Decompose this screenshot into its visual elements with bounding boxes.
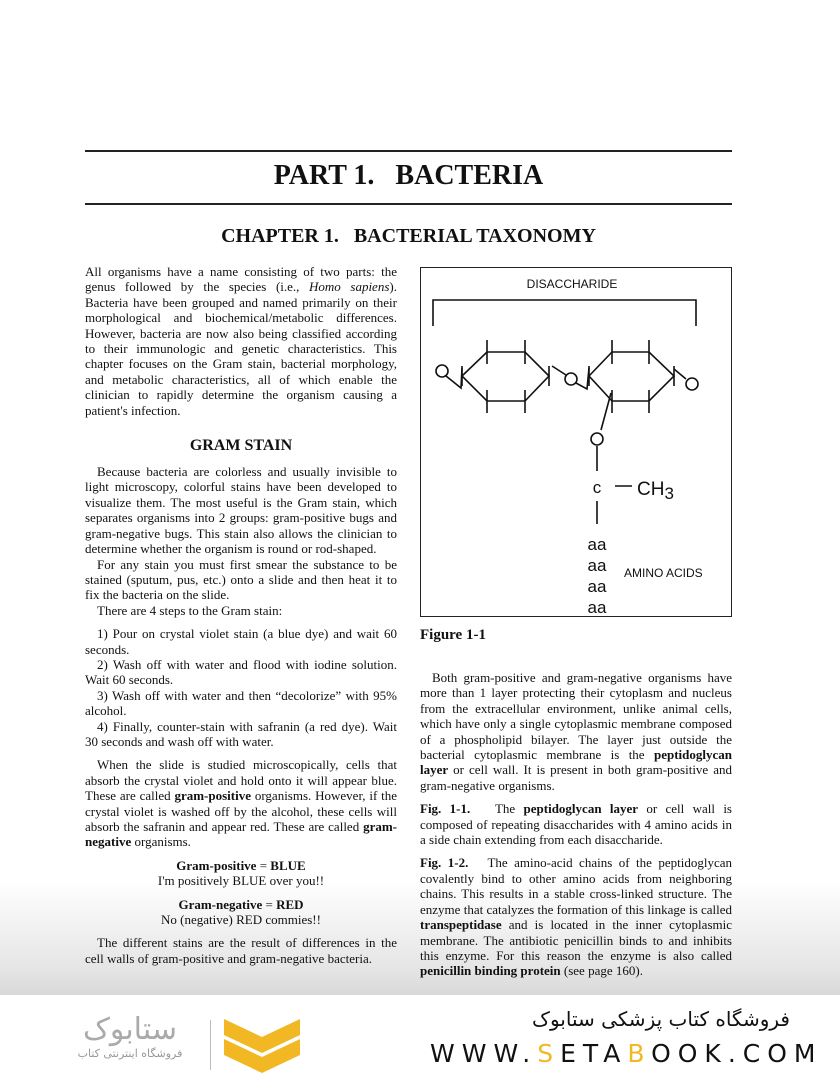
amino-acid: aa	[587, 577, 607, 596]
cell-wall-paragraph: The different stains are the result of differences in the cell walls of gram-positive and gram-negative bacteria.	[85, 935, 397, 966]
oxygen-left	[436, 365, 448, 377]
sugar-ring-2	[589, 352, 674, 401]
amino-acid: aa	[587, 535, 607, 554]
logo-divider	[210, 1020, 211, 1070]
step-4: 4) Finally, counter-stain with safranin (a red dye). Wait 30 seconds and wash off with water.	[85, 718, 397, 749]
intro-paragraph: All organisms have a name consisting of two parts: the genus followed by the species (i.e., Homo sapiens). Bacteria have been grouped and named primarily on their morphological and biochemical/metabolic differences. However, bacteria are now also being classified according to their immunologic and genetic characteristics. This chapter focuses on the Gram stain, bacterial morphology, and metabolic characteristics, all of which enable the clinician to rapidly determine the organism causing a patient's infection.	[85, 264, 397, 418]
mnemonic-negative: Gram-negative = RED No (negative) RED commies!!	[161, 896, 321, 928]
disaccharide-bracket	[433, 300, 696, 326]
step-2: 2) Wash off with water and flood with iodine solution. Wait 60 seconds.	[85, 656, 397, 688]
oxygen-side	[591, 433, 603, 445]
logo-subtitle: فروشگاه اینترنتی کتاب	[77, 1047, 183, 1060]
step-3: 3) Wash off with water and then “decolorize” with 95% alcohol.	[85, 687, 397, 719]
store-name: فروشگاه کتاب پزشکی ستابوک	[532, 1007, 790, 1031]
logo-wordmark: ستابوک	[82, 1012, 178, 1047]
oxygen-right	[686, 378, 698, 390]
mnemonic-positive: Gram-positive = BLUE I'm positively BLUE over you!!	[157, 857, 325, 889]
peptidoglycan-diagram	[421, 268, 731, 616]
setabook-banner	[0, 995, 840, 1080]
disaccharide-label: DISACCHARIDE	[526, 277, 618, 291]
amino-acids-label: AMINO ACIDS	[624, 566, 703, 580]
right-column-body: Both gram-positive and gram-negative organisms have more than 1 layer protecting their cytoplasm and nucleus from the extracellular environment, unlike animal cells, which have only a single cytoplasmic membrane composed of a phospholipid bilayer. The layer just outside the bacterial cytoplasmic membrane is the peptidoglycan layer or cell wall. It is present in both gram-positive and gram-negative organisms. Fig. 1-1. The peptidoglycan layer or cell wall is composed of repeating disaccharides with 4 amino acids in a side chain extending from each disaccharide. Fig. 1-2. The amino-acid chains of the peptidoglycan covalently bind to other amino acids from neighboring chains. This results in a stable cross-linked structure. The enzyme that catalyzes the formation of this linkage is called transpeptidase and is located in the inner cytoplasmic membrane. The antibiotic penicillin binds to and inhibits this enzyme. For this reason the enzyme is also called penicillin binding protein (see page 160).	[420, 670, 732, 979]
gram-result-paragraph: When the slide is studied microscopically, cells that absorb the crystal violet and hold onto it will appear blue. These are called gram-positive organisms. However, if the crystal violet is washed off by the alcohol, these cells will absorb the safranin and appear red. These are called gram-negative organisms.	[85, 757, 397, 850]
part-title: PART 1. BACTERIA	[273, 160, 544, 191]
carbon-label: c	[592, 478, 602, 497]
sugar-ring-1	[462, 352, 549, 401]
top-rule	[85, 150, 732, 152]
fig-1-1-caption: Fig. 1-1. The peptidoglycan layer or cell wall is composed of repeating disaccharides with 4 amino acids in a side chain extending from each disaccharide.	[420, 801, 732, 848]
step-1: 1) Pour on crystal violet stain (a blue dye) and wait 60 seconds.	[85, 626, 397, 657]
left-column: All organisms have a name consisting of two parts: the genus followed by the species (i.e., Homo sapiens). Bacteria have been grouped and named primarily on their morphological and biochemical/metabolic differences. However, bacteria are now also being classified according to their immunologic and genetic characteristics. This chapter focuses on the Gram stain, bacterial morphology, and metabolic characteristics, all of which enable the clinician to rapidly determine the organism causing a patient's infection. GRAM STAIN Because bacteria are colorless and usually invisible to light microscopy, colorful stains have been developed to visualize them. The most useful is the Gram stain, which separates organisms into 2 groups: gram-positive bugs and gram-negative bugs. This stain also allows the clinician to determine whether the organism is round or rod-shaped. For any stain you must first smear the substance to be stained (sputum, pus, etc.) onto a slide and then heat it to fix the bacteria on the slide. There are 4 steps to the Gram stain: 1) Pour on crystal violet stain (a blue dye) and wait 60 seconds. 2) Wash off with water and flood with iodine solution. Wait 60 seconds. 3) Wash off with water and then “decolorize” with 95% alcohol. 4) Finally, counter-stain with safranin (a red dye). Wait 30 seconds and wash off with water. When the slide is studied microscopically, cells that absorb the crystal violet and hold onto it will appear blue. These are called gram-positive organisms. However, if the crystal violet is washed off by the alcohol, these cells will absorb the safranin and appear red. These are called gram-negative organisms. Gram-positive = BLUE I'm positively BLUE over you!! Gram-negative = RED No (negative) RED commies!! The different stains are the result of differences in the cell walls of gram-positive and gram-negative bacteria.	[85, 264, 397, 966]
figure-caption: Figure 1-1	[420, 627, 486, 643]
bottom-rule	[85, 203, 732, 205]
amino-acid: aa	[587, 598, 607, 616]
setabook-logo	[65, 1013, 195, 1073]
methyl-label: CH3	[637, 479, 674, 503]
chevron-logo-icon	[222, 1015, 302, 1073]
amino-acid: aa	[587, 556, 607, 575]
chapter-title: CHAPTER 1. BACTERIAL TAXONOMY	[221, 225, 596, 247]
figure-peptidoglycan	[420, 267, 732, 617]
store-url: WWW.SETABOOK.COM	[430, 1039, 823, 1068]
gram-stain-heading: GRAM STAIN	[189, 437, 293, 455]
oxygen-bridge	[565, 373, 577, 385]
fig-1-2-caption: Fig. 1-2. The amino-acid chains of the peptidoglycan covalently bind to other amino acids from neighboring chains. This results in a stable cross-linked structure. The enzyme that catalyzes the formation of this linkage is called transpeptidase and is located in the inner cytoplasmic membrane. The antibiotic penicillin binds to and inhibits this enzyme. For this reason the enzyme is also called penicillin binding protein (see page 160).	[420, 855, 732, 979]
